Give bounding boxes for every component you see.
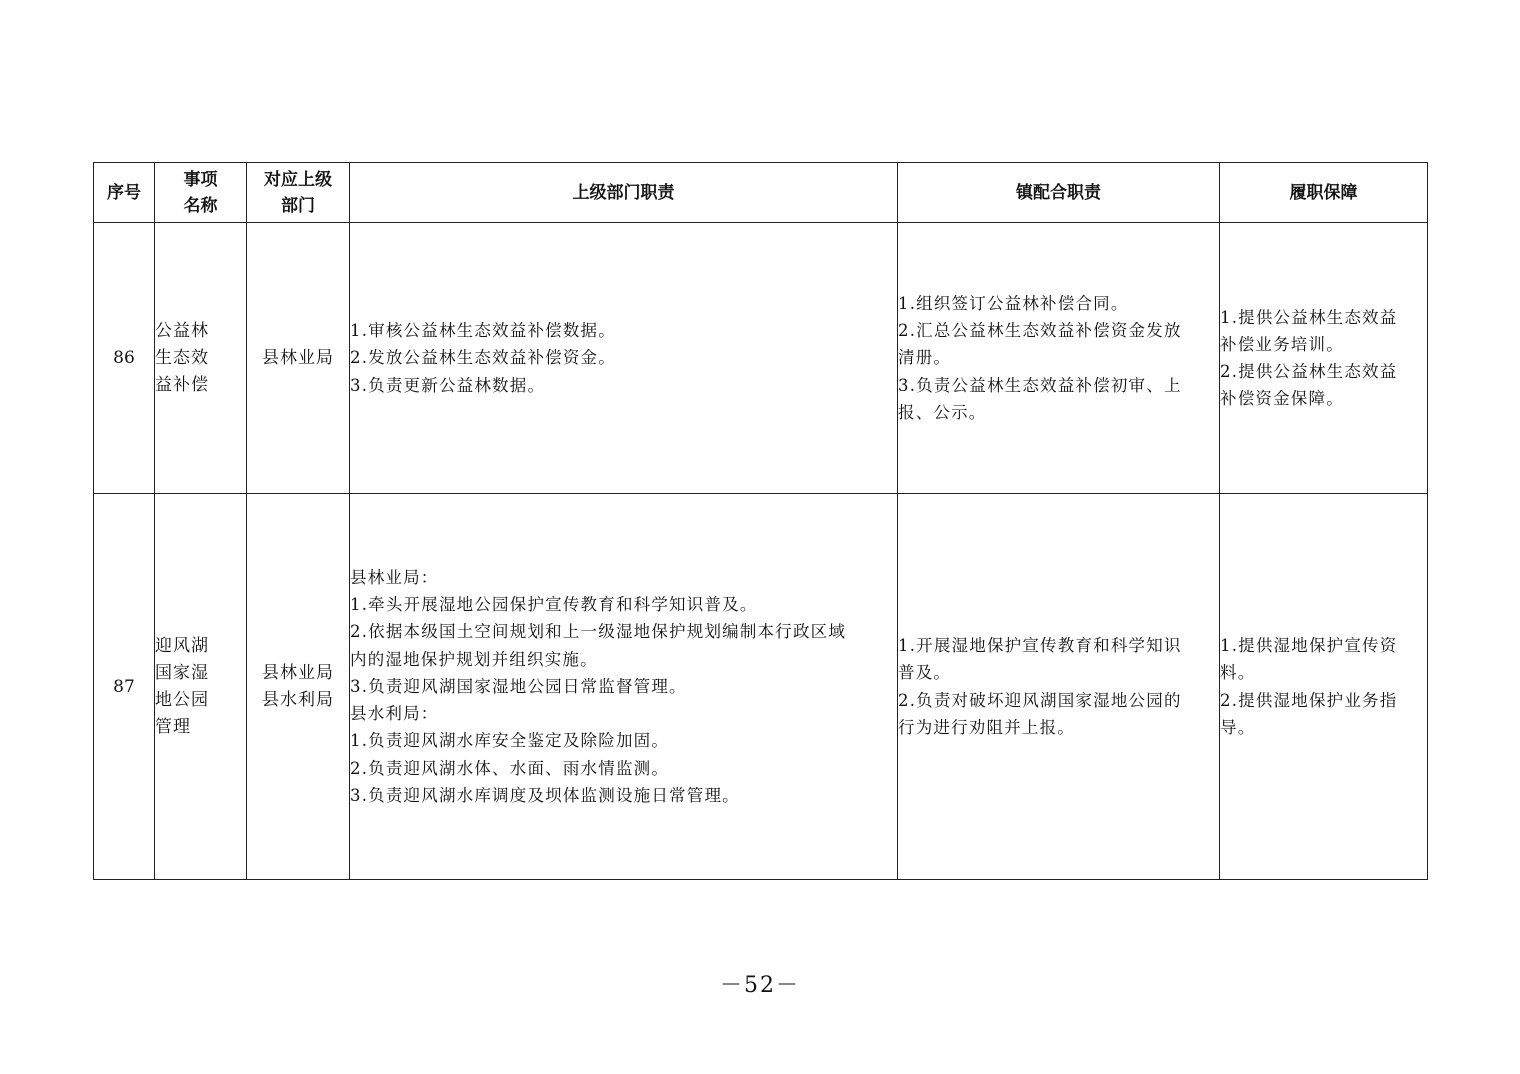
item-name	[155, 223, 247, 494]
superior-duty-line: 2.负责迎风湖水体、水面、雨水情监测。	[350, 758, 670, 778]
header-row	[94, 163, 1428, 223]
town-duty	[898, 223, 1220, 494]
superior-duty-line: 县水利局：	[350, 704, 439, 724]
superior-duty-line: 2.依据本级国土空间规划和上一级湿地保护规划编制本行政区域	[350, 622, 847, 642]
header-item-name-line: 事项	[183, 169, 218, 190]
guarantee-line: 料。	[1220, 663, 1256, 683]
header-superior-dept	[247, 163, 350, 223]
town-duty-line: 2.负责对破坏迎风湖国家湿地公园的	[898, 690, 1182, 710]
guarantee-line: 2.提供湿地保护业务指	[1220, 690, 1398, 710]
header-superior-duty: 上级部门职责	[350, 163, 898, 223]
header-superior-dept-line: 对应上级	[264, 169, 332, 190]
header-item-name-line: 名称	[183, 195, 218, 216]
superior-duty	[350, 494, 898, 880]
town-duty-line: 行为进行劝阻并上报。	[898, 717, 1075, 737]
table-row	[94, 494, 1428, 880]
guarantee-line: 2.提供公益林生态效益	[1220, 362, 1398, 381]
header-superior-dept-line: 部门	[281, 195, 315, 216]
superior-duty-line: 3.负责迎风湖国家湿地公园日常监督管理。	[350, 676, 687, 696]
town-duty-line: 清册。	[898, 348, 952, 368]
superior-duty	[350, 223, 898, 494]
superior-duty-line: 1.牵头开展湿地公园保护宣传教育和科学知识普及。	[350, 595, 758, 615]
town-duty	[898, 494, 1220, 880]
guarantee-line: 补偿资金保障。	[1220, 389, 1344, 409]
town-duty-line: 2.汇总公益林生态效益补偿资金发放	[898, 321, 1182, 341]
guarantee-line: 导。	[1220, 717, 1256, 737]
guarantee-line: 1.提供湿地保护宣传资	[1220, 636, 1398, 656]
header-town-duty: 镇配合职责	[898, 163, 1220, 223]
superior-duty-line: 1.审核公益林生态效益补偿数据。	[350, 321, 616, 341]
header-item-name	[155, 163, 247, 223]
row-number: 86	[94, 223, 155, 494]
item-name	[155, 494, 247, 880]
item-name-line: 益补偿	[155, 374, 209, 395]
town-duty-line: 报、公示。	[898, 402, 987, 422]
superior-dept-line: 县林业局	[262, 347, 334, 368]
item-name-line: 迎风湖	[155, 635, 209, 656]
superior-duty-line: 3.负责更新公益林数据。	[350, 375, 546, 395]
item-name-line: 生态效	[155, 347, 209, 368]
superior-dept	[247, 494, 350, 880]
superior-duty-line: 县林业局：	[350, 568, 439, 588]
guarantee	[1220, 494, 1428, 880]
item-name-line: 公益林	[155, 320, 209, 341]
guarantee-line: 1.提供公益林生态效益	[1220, 307, 1398, 327]
superior-duty-line: 2.发放公益林生态效益补偿资金。	[350, 348, 616, 368]
superior-dept-line: 县水利局	[262, 689, 334, 710]
item-name-line: 管理	[155, 716, 191, 737]
item-name-line: 国家湿	[155, 662, 209, 683]
town-duty-line: 1.开展湿地保护宣传教育和科学知识	[898, 636, 1182, 656]
row-number: 87	[94, 494, 155, 880]
item-name-line: 地公园	[155, 689, 209, 710]
town-duty-line: 普及。	[898, 663, 952, 683]
page-number: －52－	[720, 973, 800, 998]
duty-table	[93, 162, 1428, 880]
header-number: 序号	[94, 163, 155, 223]
superior-dept	[247, 223, 350, 494]
table-row	[94, 223, 1428, 494]
town-duty-line: 3.负责公益林生态效益补偿初审、上	[898, 375, 1182, 395]
superior-dept-line: 县林业局	[262, 662, 334, 683]
town-duty-line: 1.组织签订公益林补偿合同。	[898, 293, 1129, 313]
superior-duty-line: 内的湿地保护规划并组织实施。	[350, 649, 598, 669]
guarantee-line: 补偿业务培训。	[1220, 334, 1344, 354]
superior-duty-line: 3.负责迎风湖水库调度及坝体监测设施日常管理。	[350, 785, 740, 805]
guarantee	[1220, 223, 1428, 494]
header-guarantee: 履职保障	[1220, 163, 1428, 223]
superior-duty-line: 1.负责迎风湖水库安全鉴定及除险加固。	[350, 731, 670, 751]
